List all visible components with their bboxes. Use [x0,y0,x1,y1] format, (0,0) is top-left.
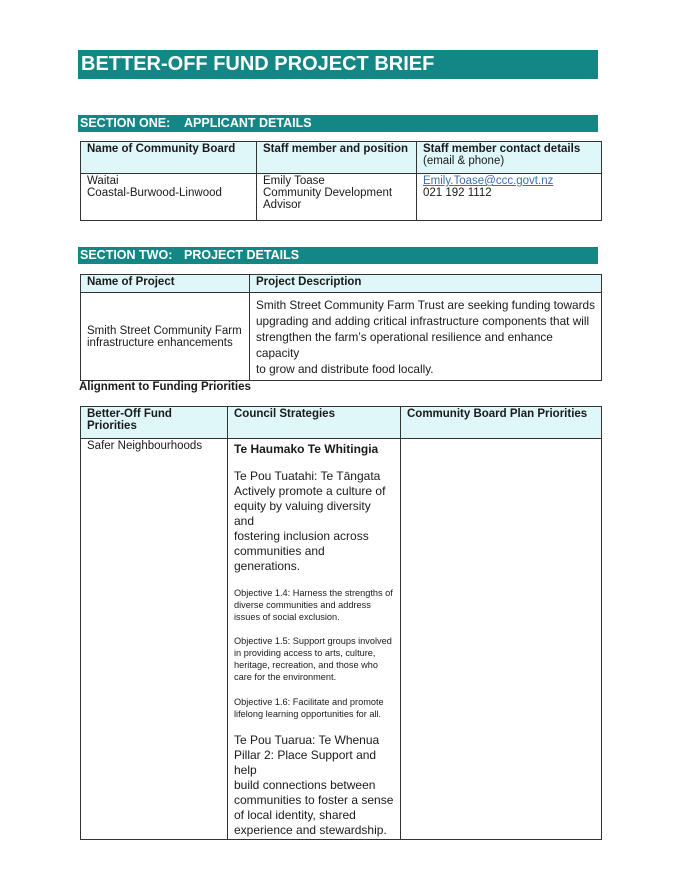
project-desc-line: strengthen the farm’s operational resilience and enhance capacity [256,329,553,360]
strategies-cell [228,439,401,840]
phone-number: 021 192 1112 [423,187,492,199]
contact-cell [417,174,602,221]
priorities-header-line: Better-Off Fund [87,408,172,420]
strategies-header: Council Strategies [228,407,401,439]
objective-1-5-line: in providing access to arts, culture, [234,648,376,658]
project-desc-line: to grow and distribute food locally. [256,361,434,376]
section-one-header [78,115,598,132]
pillar1-line: fostering inclusion across [234,529,369,543]
pillar2-line: communities to foster a sense [234,793,394,807]
pillar1-line: Actively promote a culture of [234,484,386,498]
objective-1-5-line: care for the environment. [234,672,337,682]
pillar1-line: Te Pou Tuatahi: Te Tāngata [234,469,381,483]
pillar1-line: equity by valuing diversity and [234,499,371,528]
objective-1-4-line: Objective 1.4: Harness the strengths of [234,588,393,598]
staff-line: Emily Toase [263,175,325,187]
board-plan-cell [401,439,602,840]
board-line: Coastal-Burwood-Linwood [87,187,222,199]
project-name-cell [81,293,250,381]
project-desc-cell [250,293,602,381]
priorities-header [81,407,228,439]
objective-1-4-line: issues of social exclusion. [234,612,340,622]
board-plan-header: Community Board Plan Priorities [401,407,602,439]
board-header: Name of Community Board [81,142,257,174]
applicant-details-table [80,141,602,221]
project-desc-header: Project Description [250,275,602,293]
priority-value: Safer Neighbourhoods [87,440,203,452]
pillar2-line: Te Pou Tuarua: Te Whenua [234,733,380,747]
board-cell [81,174,257,221]
page-title: BETTER-OFF FUND PROJECT BRIEF [78,50,598,79]
contact-header-label: Staff member contact details [423,143,581,155]
alignment-heading: Alignment to Funding Priorities [79,381,251,393]
pillar2-line: experience and stewardship. [234,823,387,837]
objective-1-4-line: diverse communities and address [234,600,371,610]
project-desc-line: Smith Street Community Farm Trust are seeking funding towards [256,297,595,312]
email-link[interactable]: Emily.Toase@ccc.govt.nz [423,175,554,187]
pillar2-line: Pillar 2: Place Support and help [234,748,377,777]
objective-1-6-line: lifelong learning opportunities for all. [234,709,382,719]
section-one-number: SECTION ONE: [80,116,171,130]
project-desc-line: upgrading and adding critical infrastructure components that will [256,313,590,328]
alignment-table [80,406,602,840]
objective-1-6-line: Objective 1.6: Facilitate and promote [234,697,384,707]
staff-line: Community Development [263,187,393,199]
staff-line: Advisor [263,199,302,211]
objective-1-5-line: heritage, recreation, and those who [234,660,379,670]
pillar2-line: build connections between [234,778,376,792]
section-two-number: SECTION TWO: [80,248,173,262]
project-details-table [80,274,602,381]
staff-header: Staff member and position [257,142,417,174]
objective-1-5-line: Objective 1.5: Support groups involved [234,636,392,646]
strategy-title: Te Haumako Te Whitingia [234,442,379,456]
contact-header-sub: (email & phone) [423,155,505,167]
priorities-header-line: Priorities [87,420,137,432]
contact-header [417,142,602,174]
priority-cell [81,439,228,840]
section-one-title: APPLICANT DETAILS [184,116,312,130]
project-name-line: Smith Street Community Farm [87,324,242,337]
section-two-title: PROJECT DETAILS [184,248,300,262]
section-two-header [78,247,598,264]
project-name-line: infrastructure enhancements [87,336,233,349]
board-line: Waitai [87,175,119,187]
pillar1-line: communities and generations. [234,544,325,573]
staff-cell [257,174,417,221]
pillar2-line: of local identity, shared [234,808,356,822]
project-name-header: Name of Project [81,275,250,293]
